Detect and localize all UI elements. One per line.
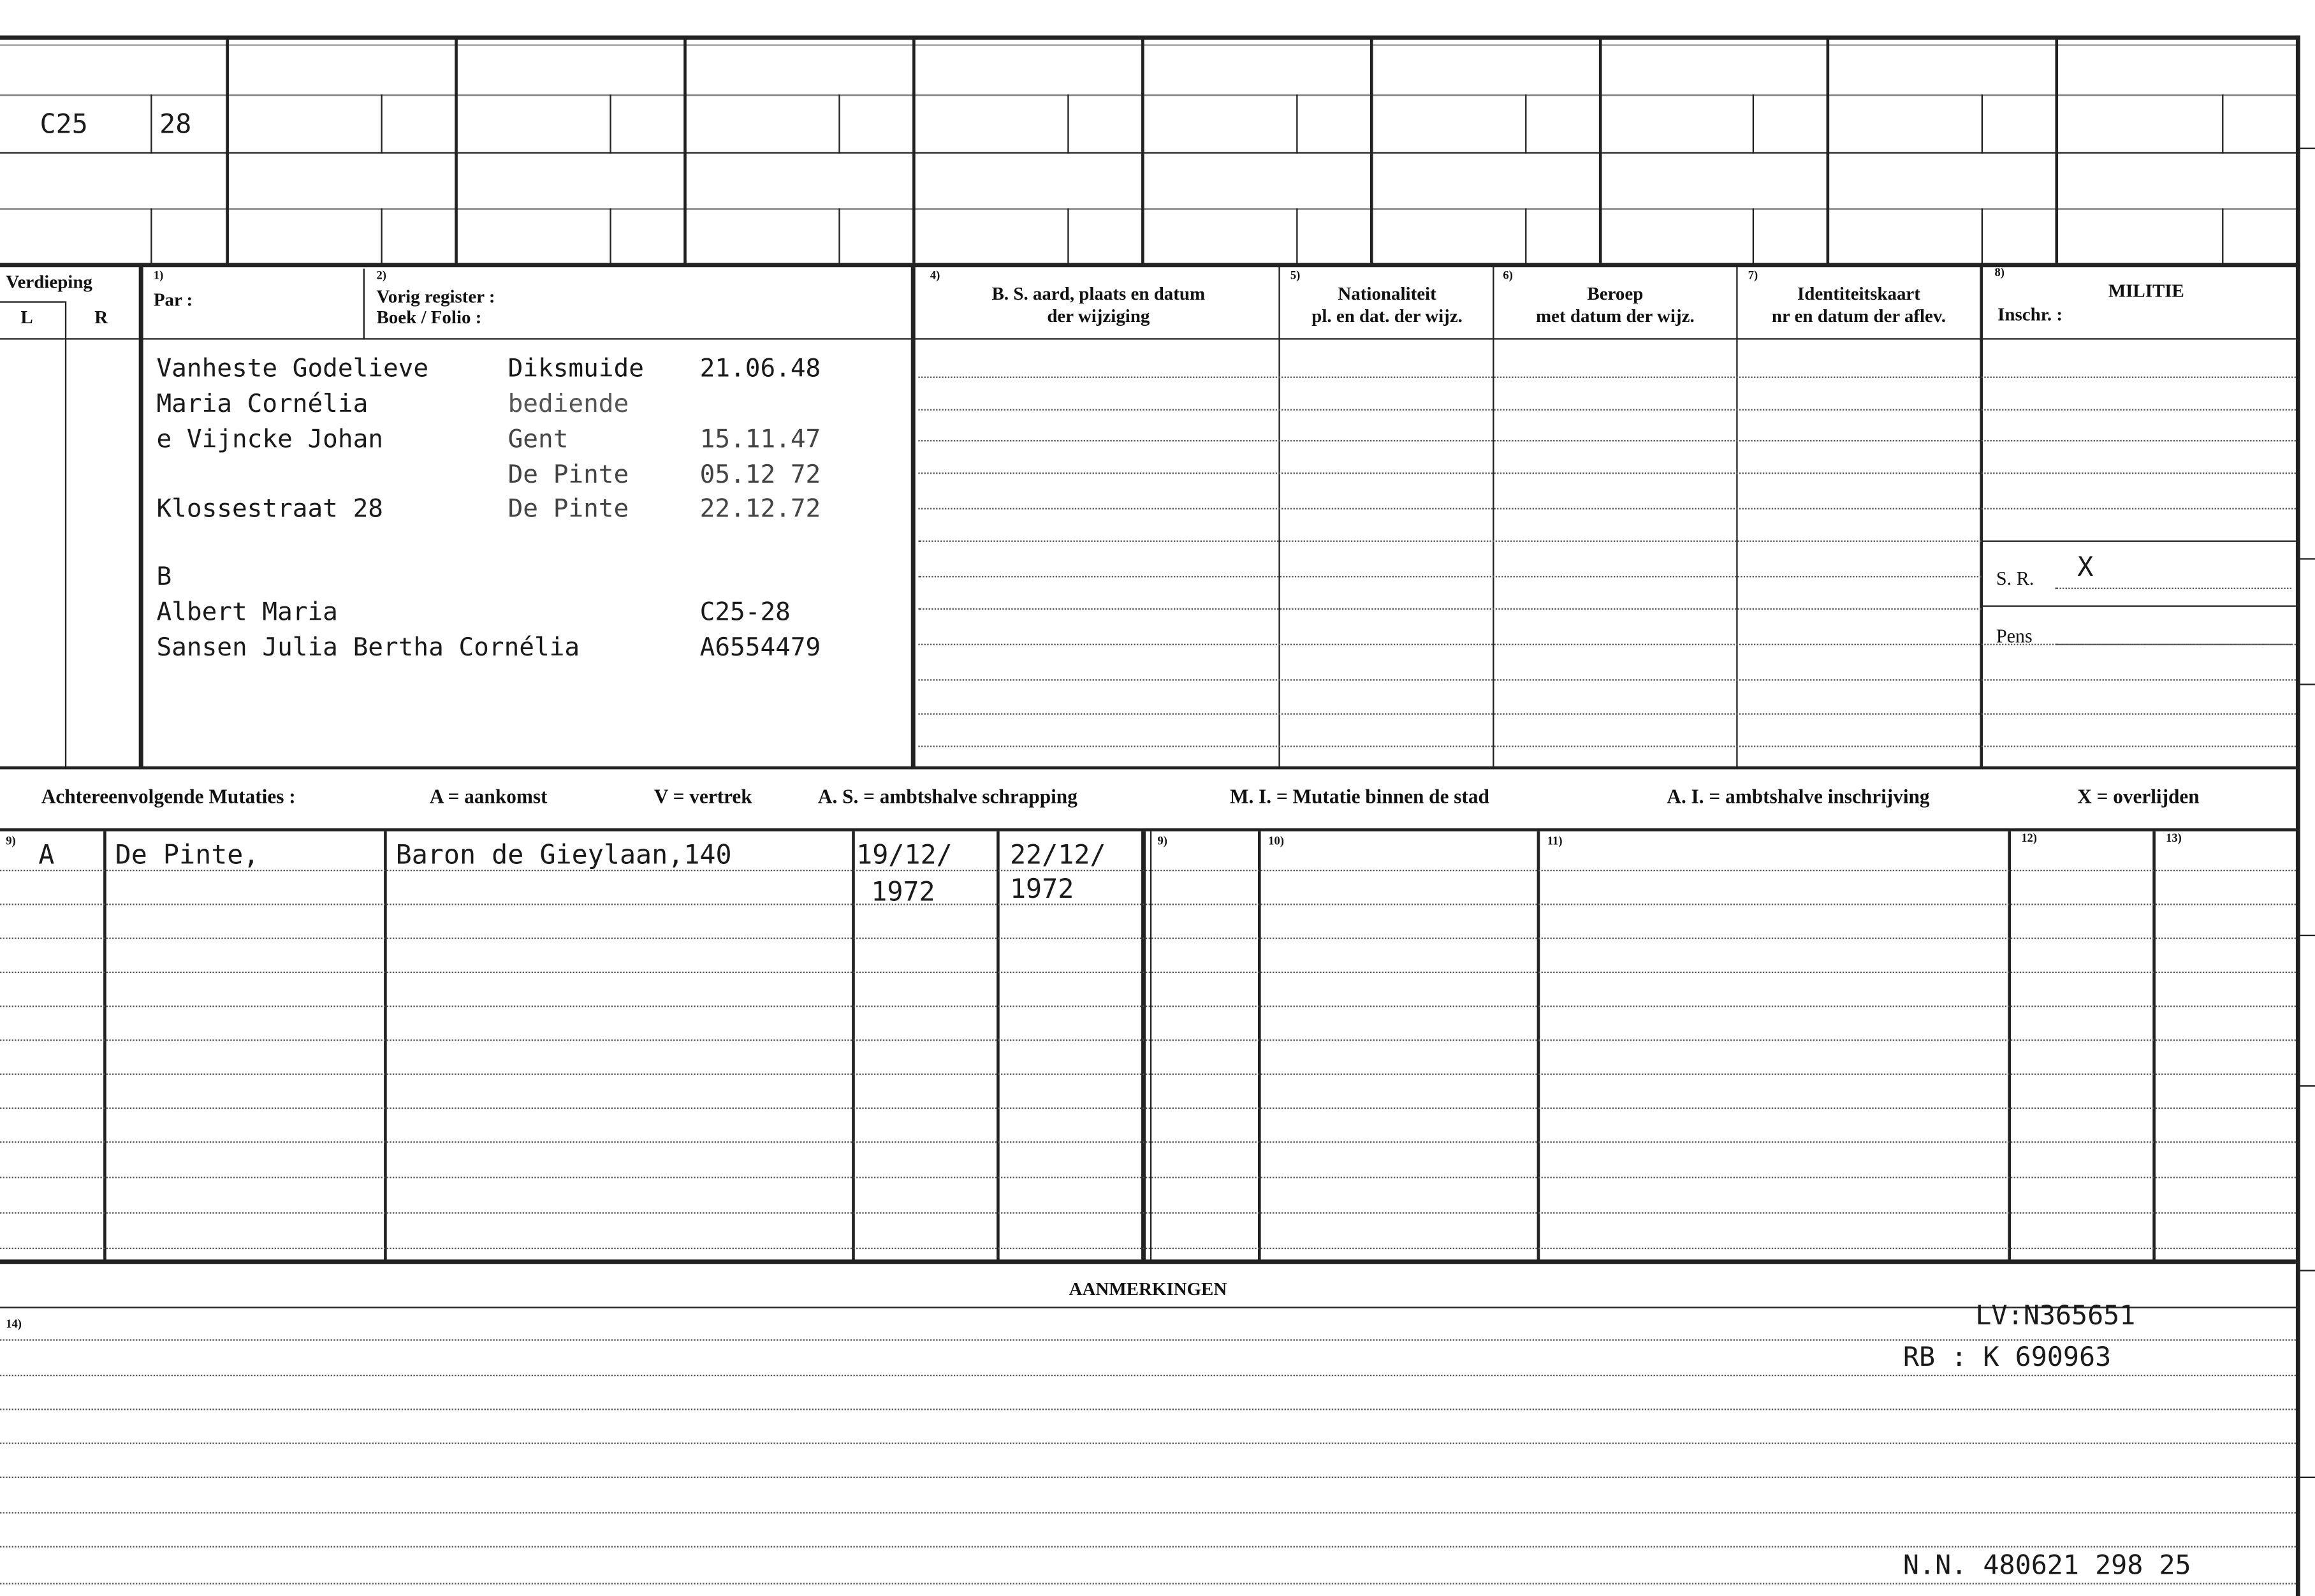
field-number: 13)	[2166, 831, 2182, 845]
marriage-date: 15.11.47	[699, 425, 821, 455]
person-name-line1: Vanheste Godelieve	[156, 354, 429, 384]
spouse-name: e Vijncke Johan	[156, 425, 383, 455]
arrival-place: De Pinte	[508, 494, 629, 525]
vorig-register-label: Vorig register :	[376, 286, 495, 307]
arrival-date: 22.12.72	[699, 494, 821, 525]
mutation-date2-line2: 1972	[1009, 874, 1074, 905]
person-name-line2: Maria Cornélia	[156, 390, 369, 420]
marriage-place: Gent	[508, 425, 569, 455]
field-number: 9)	[1157, 834, 1167, 848]
mutation-type: A	[38, 840, 55, 872]
birth-date: 21.06.48	[699, 354, 821, 384]
remarks-title: AANMERKINGEN	[1069, 1278, 1227, 1299]
bs-header-line1: B. S. aard, plaats en datum	[991, 283, 1206, 305]
sr-value: X	[2077, 552, 2094, 583]
grid-bottom-border	[0, 263, 2300, 267]
field-number: 5)	[1290, 268, 1301, 282]
field-number: 6)	[1503, 268, 1513, 282]
mutation-date1-line1: 19/12/	[856, 840, 953, 872]
militie-header: MILITIE	[2108, 280, 2184, 302]
field-number: 11)	[1547, 834, 1563, 848]
registration-date: 05.12 72	[699, 460, 821, 490]
top-border	[0, 36, 2300, 40]
field-number: 8)	[1994, 265, 2005, 279]
field-number: 10)	[1268, 834, 1284, 848]
col-l-label: L	[20, 307, 33, 328]
field-number: 14)	[6, 1317, 22, 1331]
mutations-bottom-line	[0, 1259, 2296, 1264]
nationaliteit-header-line2: pl. en dat. der wijz.	[1311, 305, 1463, 326]
nationaliteit-header-line1: Nationaliteit	[1338, 283, 1436, 305]
house-number: 28	[159, 109, 192, 140]
field-number: 2)	[376, 268, 386, 282]
field-number: 4)	[930, 268, 940, 282]
mutation-place: De Pinte,	[115, 840, 259, 872]
rb-number: RB : K 690963	[1902, 1342, 2112, 1373]
mutation-date1-line2: 1972	[871, 877, 935, 909]
registration-place: De Pinte	[508, 460, 629, 490]
legend-overlijden: X = overlijden	[2077, 785, 2200, 808]
verdieping-label: Verdieping	[6, 272, 92, 293]
legend-title: Achtereenvolgende Mutaties :	[41, 785, 296, 808]
col-r-label: R	[94, 307, 108, 328]
reference-code: C25-28	[699, 597, 791, 628]
legend-vertrek: V = vertrek	[654, 785, 752, 808]
grid-mid-line	[0, 152, 2300, 154]
field-number: 7)	[1748, 268, 1758, 282]
sr-label: S. R.	[1996, 567, 2034, 589]
street-address: Klossestraat 28	[156, 494, 383, 525]
bs-header-line2: der wijziging	[1047, 305, 1150, 326]
child-name-2: Sansen Julia Bertha Cornélia	[156, 633, 580, 663]
id-card-number: A6554479	[699, 633, 821, 663]
b-label: B	[156, 562, 172, 592]
legend-ambtshalve-inschrijving: A. I. = ambtshalve inschrijving	[1667, 785, 1930, 808]
occupation: bediende	[508, 390, 629, 420]
field-number: 9)	[6, 834, 16, 848]
legend-mutatie: M. I. = Mutatie binnen de stad	[1229, 785, 1489, 808]
pens-label: Pens	[1996, 624, 2033, 647]
inschr-label: Inschr. :	[1997, 304, 2063, 325]
right-border	[2296, 36, 2300, 1596]
field-number: 1)	[153, 268, 164, 282]
beroep-header-line2: met datum der wijz.	[1536, 305, 1695, 326]
legend-ambtshalve-schrapping: A. S. = ambtshalve schrapping	[817, 785, 1077, 808]
lv-number: LV:N365651	[1975, 1301, 2136, 1332]
field-number: 12)	[2021, 831, 2037, 845]
header-bottom-line	[0, 338, 2296, 339]
child-name-1: Albert Maria	[156, 597, 338, 628]
mutation-date2-line1: 22/12/	[1009, 840, 1106, 872]
identiteitskaart-header-line2: nr en datum der aflev.	[1771, 305, 1946, 326]
beroep-header-line1: Beroep	[1587, 283, 1644, 305]
identiteitskaart-header-line1: Identiteitskaart	[1797, 283, 1920, 305]
national-number: N.N. 480621 298 25	[1902, 1550, 2191, 1582]
legend-aankomst: A = aankomst	[429, 785, 548, 808]
par-label: Par :	[153, 289, 193, 311]
birth-place: Diksmuide	[508, 354, 644, 384]
mutation-address: Baron de Gieylaan,140	[395, 840, 732, 872]
section-code: C25	[40, 109, 88, 140]
boek-folio-label: Boek / Folio :	[376, 307, 482, 328]
